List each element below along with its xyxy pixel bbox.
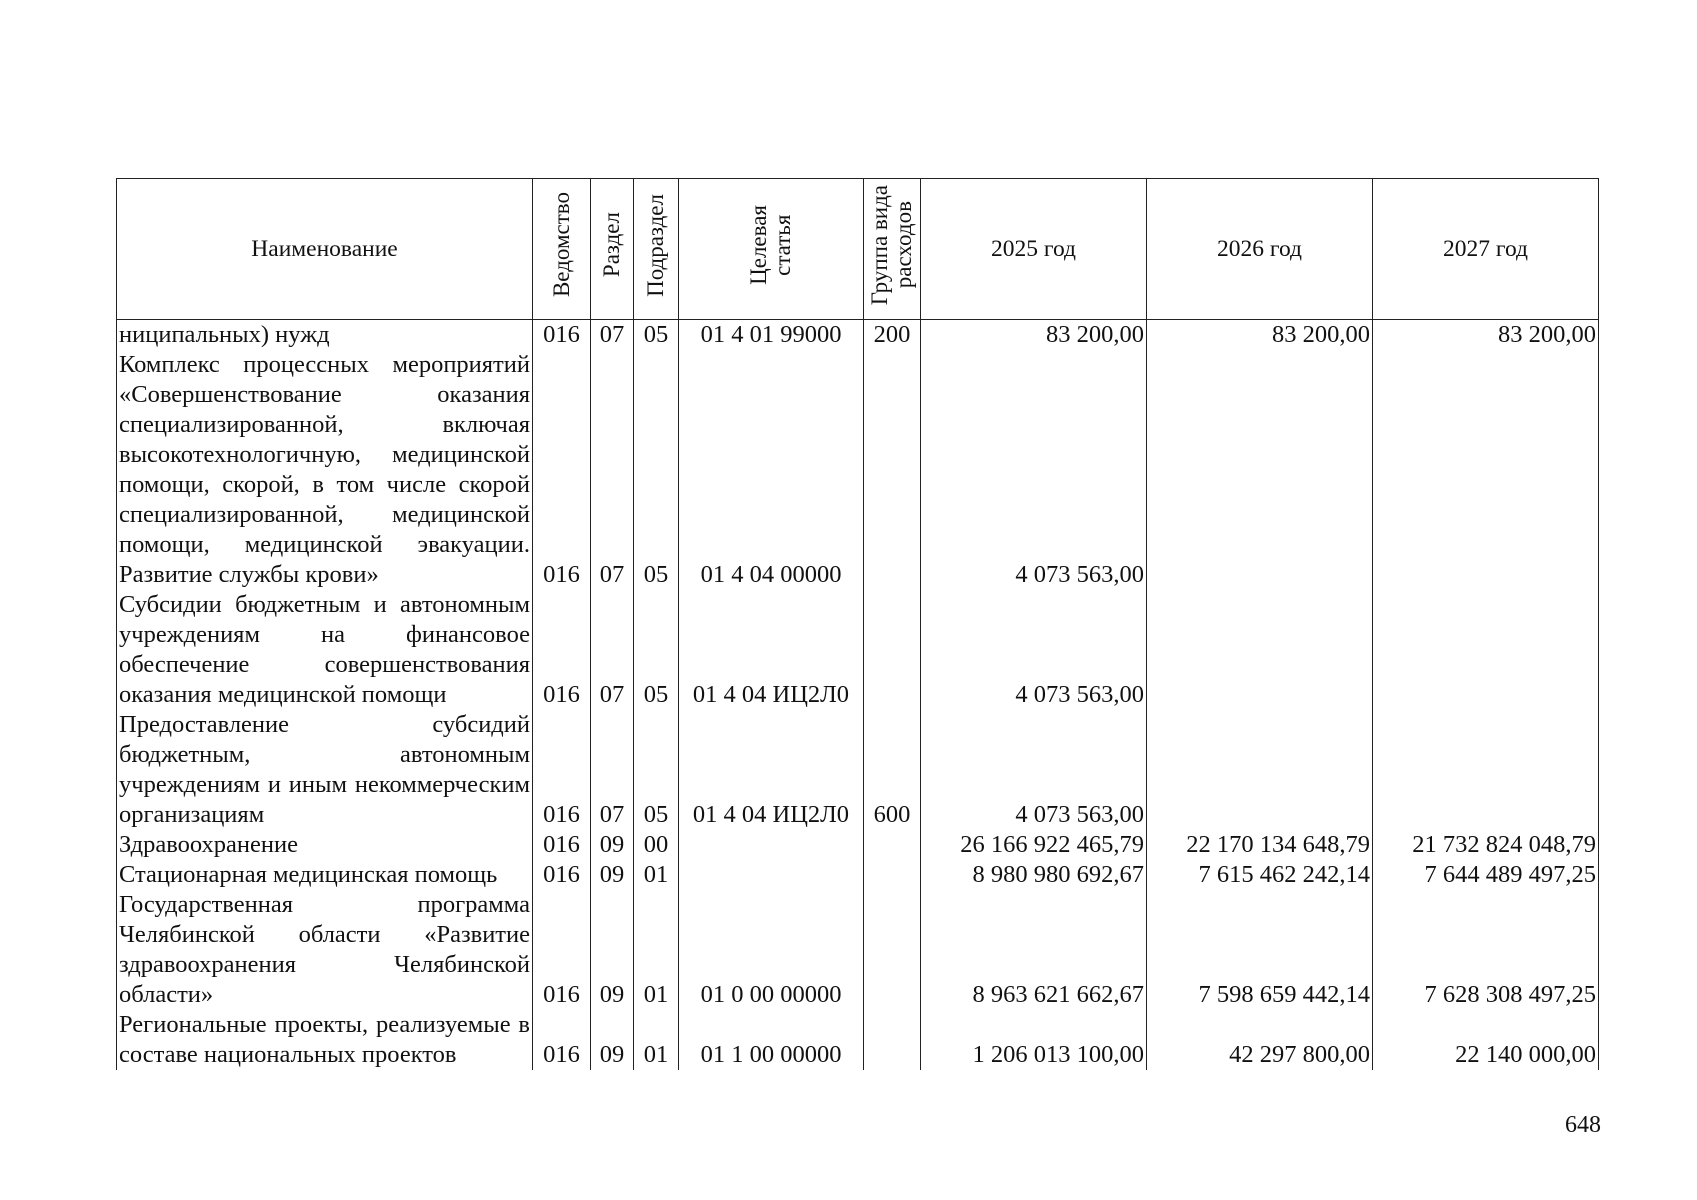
row-name: Государственная программа Челябинской области «Развитие здравоохранения Челябинской области»	[117, 890, 533, 1010]
row-podrazdel: 05	[634, 590, 679, 710]
row-2027: 7 644 489 497,25	[1373, 860, 1599, 890]
row-podrazdel: 01	[634, 860, 679, 890]
row-2025: 4 073 563,00	[921, 590, 1147, 710]
row-2026: 83 200,00	[1147, 320, 1373, 351]
row-group: 600	[864, 710, 921, 830]
header-name-label: Наименование	[251, 236, 398, 262]
budget-table-container	[116, 178, 1598, 1070]
page-number: 648	[1565, 1112, 1601, 1138]
table-row	[117, 320, 1599, 351]
header-podrazdel-label: Подраздел	[643, 193, 668, 297]
header-name	[117, 179, 533, 320]
row-target	[679, 830, 864, 860]
header-razdel-label: Раздел	[599, 212, 624, 278]
row-podrazdel: 05	[634, 320, 679, 351]
row-2027	[1373, 710, 1599, 830]
table-row	[117, 890, 1599, 1010]
row-2026	[1147, 590, 1373, 710]
row-target: 01 0 00 00000	[679, 890, 864, 1010]
header-razdel	[591, 179, 634, 320]
row-vedomstvo: 016	[533, 890, 591, 1010]
row-podrazdel: 05	[634, 710, 679, 830]
row-vedomstvo: 016	[533, 1010, 591, 1070]
row-name: Здравоохранение	[117, 830, 533, 860]
row-group	[864, 830, 921, 860]
header-2026-label: 2026 год	[1217, 236, 1302, 262]
row-target: 01 4 04 ИЦ2Л0	[679, 710, 864, 830]
row-vedomstvo: 016	[533, 860, 591, 890]
header-group	[864, 179, 921, 320]
row-group	[864, 890, 921, 1010]
header-group-label: Группа вида расходов	[867, 184, 916, 306]
header-podrazdel	[634, 179, 679, 320]
row-2025: 8 963 621 662,67	[921, 890, 1147, 1010]
budget-table	[116, 178, 1599, 1070]
header-2025-label: 2025 год	[991, 236, 1076, 262]
row-vedomstvo: 016	[533, 350, 591, 590]
table-row	[117, 1010, 1599, 1070]
row-group: 200	[864, 320, 921, 351]
row-2026	[1147, 710, 1373, 830]
row-2025: 26 166 922 465,79	[921, 830, 1147, 860]
row-group	[864, 590, 921, 710]
header-vedomstvo	[533, 179, 591, 320]
row-vedomstvo: 016	[533, 320, 591, 351]
row-group	[864, 350, 921, 590]
table-row	[117, 830, 1599, 860]
table-row	[117, 590, 1599, 710]
header-2025	[921, 179, 1147, 320]
row-razdel: 09	[591, 1010, 634, 1070]
row-name: Стационарная медицинская помощь	[117, 860, 533, 890]
row-podrazdel: 01	[634, 1010, 679, 1070]
row-vedomstvo: 016	[533, 710, 591, 830]
row-target: 01 4 04 ИЦ2Л0	[679, 590, 864, 710]
row-2027: 21 732 824 048,79	[1373, 830, 1599, 860]
row-podrazdel: 00	[634, 830, 679, 860]
row-name: ниципальных) нужд	[117, 320, 533, 351]
row-podrazdel: 01	[634, 890, 679, 1010]
row-target	[679, 860, 864, 890]
table-header-row	[117, 179, 1599, 320]
row-group	[864, 1010, 921, 1070]
row-2025: 4 073 563,00	[921, 710, 1147, 830]
row-razdel: 09	[591, 860, 634, 890]
table-row	[117, 350, 1599, 590]
row-target: 01 1 00 00000	[679, 1010, 864, 1070]
row-2027: 22 140 000,00	[1373, 1010, 1599, 1070]
row-2026: 7 615 462 242,14	[1147, 860, 1373, 890]
header-target	[679, 179, 864, 320]
row-2025: 8 980 980 692,67	[921, 860, 1147, 890]
row-2026: 7 598 659 442,14	[1147, 890, 1373, 1010]
row-2027	[1373, 350, 1599, 590]
row-group	[864, 860, 921, 890]
header-2027-label: 2027 год	[1443, 236, 1528, 262]
row-2027: 83 200,00	[1373, 320, 1599, 351]
row-podrazdel: 05	[634, 350, 679, 590]
row-razdel: 07	[591, 320, 634, 351]
row-razdel: 07	[591, 590, 634, 710]
header-2027	[1373, 179, 1599, 320]
header-2026	[1147, 179, 1373, 320]
row-2025: 83 200,00	[921, 320, 1147, 351]
row-2026: 42 297 800,00	[1147, 1010, 1373, 1070]
row-target: 01 4 04 00000	[679, 350, 864, 590]
row-razdel: 07	[591, 710, 634, 830]
row-2025: 4 073 563,00	[921, 350, 1147, 590]
row-name: Комплекс процессных мероприятий «Совершенствование оказания специализированной, включая высокотехнологичную, медицинской помощи, скорой, в том числе скорой специализированной, медицинской помощи, медицинской эвакуации. Развитие службы крови»	[117, 350, 533, 590]
header-target-label: Целевая статья	[746, 205, 795, 285]
row-name: Субсидии бюджетным и автономным учреждениям на финансовое обеспечение совершенствования оказания медицинской помощи	[117, 590, 533, 710]
table-row	[117, 710, 1599, 830]
row-2027	[1373, 590, 1599, 710]
row-razdel: 09	[591, 830, 634, 860]
row-2025: 1 206 013 100,00	[921, 1010, 1147, 1070]
row-razdel: 09	[591, 890, 634, 1010]
row-vedomstvo: 016	[533, 590, 591, 710]
row-vedomstvo: 016	[533, 830, 591, 860]
row-name: Предоставление субсидий бюджетным, автономным учреждениям и иным некоммерческим организациям	[117, 710, 533, 830]
row-razdel: 07	[591, 350, 634, 590]
row-2026: 22 170 134 648,79	[1147, 830, 1373, 860]
row-name: Региональные проекты, реализуемые в составе национальных проектов	[117, 1010, 533, 1070]
header-vedomstvo-label: Ведомство	[548, 192, 574, 298]
row-2026	[1147, 350, 1373, 590]
table-row	[117, 860, 1599, 890]
row-2027: 7 628 308 497,25	[1373, 890, 1599, 1010]
row-target: 01 4 01 99000	[679, 320, 864, 351]
